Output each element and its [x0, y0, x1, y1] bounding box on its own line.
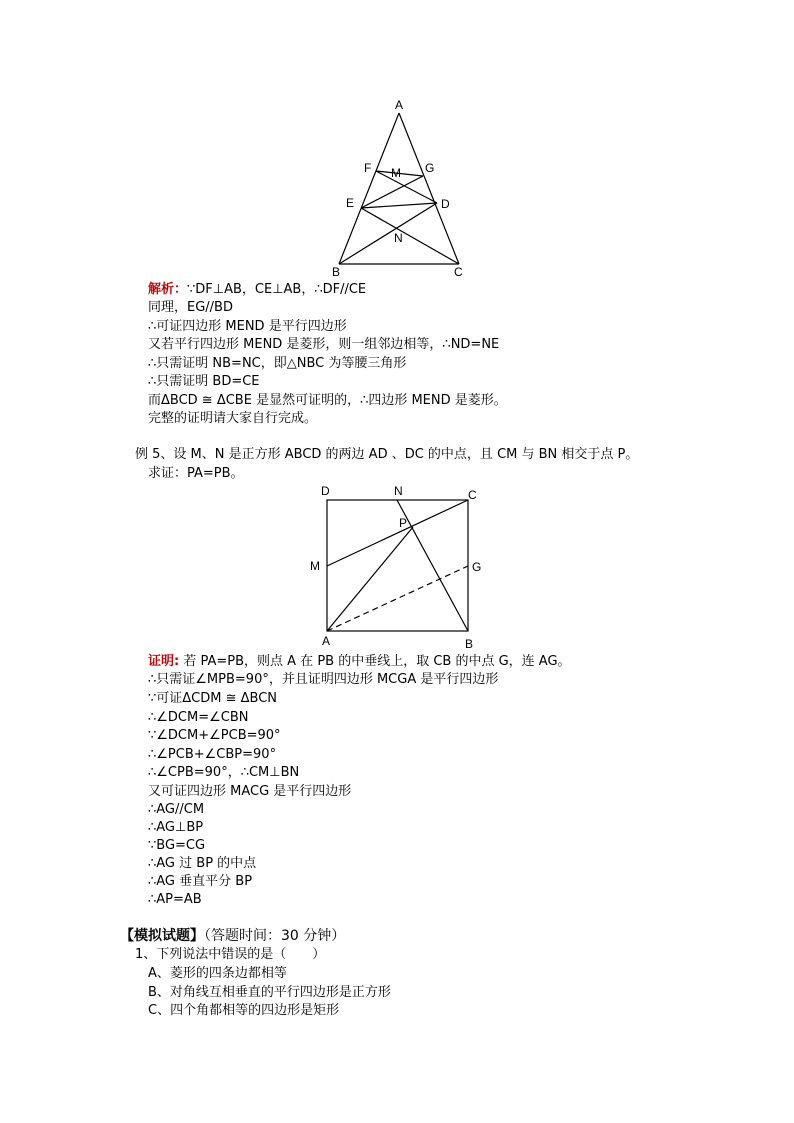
label-sq-p: P	[399, 516, 408, 530]
segment-ce	[361, 208, 459, 264]
quiz-header	[120, 927, 345, 945]
analysis-line-1	[148, 281, 366, 299]
label-a: A	[395, 98, 404, 112]
label-n: N	[394, 231, 403, 245]
proof-text-1: 若 PA=PB，则点 A 在 PB 的中垂线上，取 CB 的中点 G，连 AG。	[183, 654, 571, 669]
analysis-text-1: ∵DF⊥AB，CE⊥AB，∴DF//CE	[187, 282, 367, 297]
label-sq-n: N	[394, 484, 403, 498]
label-sq-c: C	[468, 488, 477, 502]
example-5-prove: 求证：PA=PB。	[148, 466, 244, 481]
analysis-heading: 解析：	[148, 282, 188, 297]
label-b: B	[332, 265, 341, 279]
label-sq-m: M	[310, 559, 320, 573]
proof-line-4: ∴∠DCM=∠CBN	[148, 710, 249, 725]
label-e: E	[346, 196, 355, 210]
proof-line-2: ∴只需证∠MPB=90°，并且证明四边形 MCGA 是平行四边形	[148, 672, 499, 687]
quiz-title: 【模拟试题】	[120, 928, 204, 944]
proof-line-3: ∵可证ΔCDM ≅ ΔBCN	[148, 691, 278, 706]
proof-line-8: 又可证四边形 MACG 是平行四边形	[148, 784, 352, 799]
label-sq-b: B	[465, 637, 474, 651]
analysis-line-8: 完整的证明请大家自行完成。	[148, 411, 318, 426]
analysis-line-6: ∴只需证明 BD=CE	[148, 374, 260, 389]
segment-ed	[361, 203, 437, 208]
proof-line-13: ∴AG 垂直平分 BP	[148, 874, 253, 889]
label-g: G	[425, 161, 435, 175]
label-m: M	[391, 166, 401, 180]
example-5-statement: 例 5、设 M、N 是正方形 ABCD 的两边 AD 、DC 的中点，且 CM 与 BN 相交于点 P。	[135, 447, 639, 462]
proof-line-11: ∵BG=CG	[148, 838, 206, 853]
segment-cm	[327, 500, 468, 566]
analysis-line-7: 而ΔBCD ≅ ΔCBE 是显然可证明的，∴四边形 MEND 是菱形。	[148, 393, 507, 408]
quiz-option-a: A、菱形的四条边都相等	[148, 966, 287, 981]
segment-bd	[339, 203, 437, 264]
segment-bn	[397, 500, 468, 631]
segment-df	[376, 171, 437, 203]
quiz-time: （答题时间：30 分钟）	[204, 928, 346, 944]
proof-heading: 证明:	[148, 654, 180, 669]
quiz-question-1: 1、下列说法中错误的是（ ）	[135, 947, 326, 962]
proof-line-6: ∴∠PCB+∠CBP=90°	[148, 747, 277, 762]
proof-line-7: ∴∠CPB=90°，∴CM⊥BN	[148, 765, 300, 780]
proof-line-14: ∴AP=AB	[148, 892, 202, 907]
label-c: C	[454, 265, 463, 279]
analysis-line-2: 同理，EG//BD	[148, 300, 233, 315]
label-d: D	[441, 197, 450, 211]
label-sq-d: D	[321, 484, 330, 498]
segment-ap	[327, 527, 413, 631]
segment-eg	[361, 176, 423, 208]
segment-ab	[339, 113, 399, 264]
analysis-line-5: ∴只需证明 NB=NC，即△NBC 为等腰三角形	[148, 356, 407, 371]
proof-line-5: ∵∠DCM+∠PCB=90°	[148, 728, 281, 743]
quiz-option-b: B、对角线互相垂直的平行四边形是正方形	[148, 985, 391, 1000]
proof-line-12: ∴AG 过 BP 的中点	[148, 856, 257, 871]
segment-ac	[399, 113, 459, 264]
segment-fg	[376, 171, 423, 176]
label-sq-a: A	[322, 634, 331, 648]
square-abcd	[327, 500, 468, 631]
analysis-line-3: ∴可证四边形 MEND 是平行四边形	[148, 319, 347, 334]
proof-line-10: ∴AG⊥BP	[148, 820, 204, 835]
segment-ag	[327, 566, 468, 631]
proof-line-1	[148, 653, 571, 671]
analysis-line-4: 又若平行四边形 MEND 是菱形，则一组邻边相等，∴ND=NE	[148, 337, 500, 352]
label-sq-g: G	[472, 560, 482, 574]
proof-line-9: ∴AG//CM	[148, 802, 205, 817]
quiz-option-c: C、四个角都相等的四边形是矩形	[148, 1003, 340, 1018]
label-f: F	[364, 161, 372, 175]
